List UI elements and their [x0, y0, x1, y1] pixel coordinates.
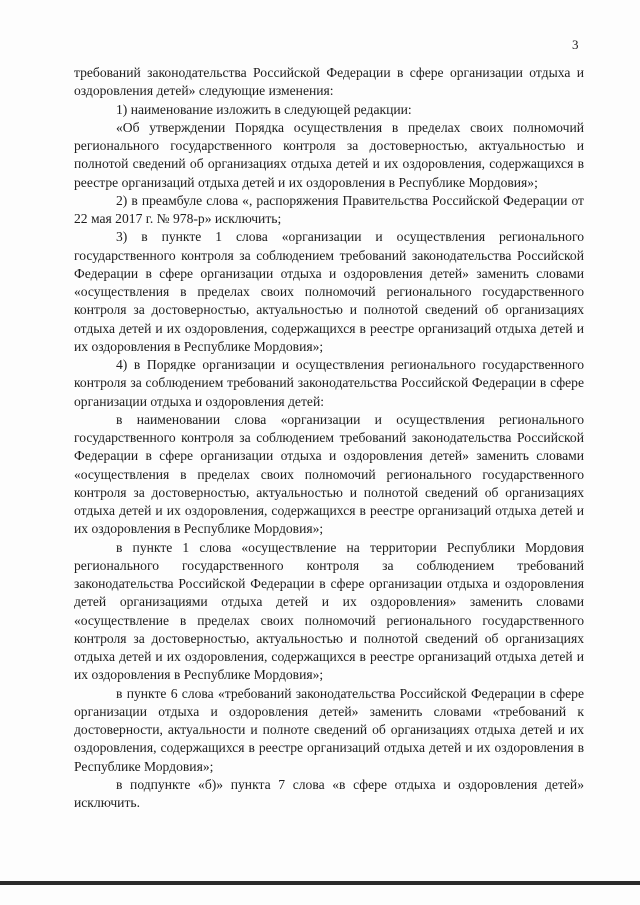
paragraph-point-6-change: в пункте 6 слова «требований законодательства Российской Федерации в сфере организации отдыха и оздоровления детей» заменить словами «требований к достоверности, актуальности и полноте сведений об организациях отдыха детей и их оздоровления, содержащихся в реестре организаций отдыха детей и их оздоровления в Республике Мордовия»; [74, 685, 584, 774]
paragraph-intro-continuation: требований законодательства Российской Федерации в сфере организации отдыха и оздоровления детей» следующие изменения: [74, 65, 584, 99]
paragraph-title-change: в наименовании слова «организации и осуществления регионального государственного контроля за соблюдением требований законодательства Российской Федерации в сфере организации отдыха и оздоровления детей» заменить словами «осуществления в пределах своих полномочий регионального государственного контроля за достоверностью, актуальностью и полнотой сведений об организациях отдыха детей и их оздоровления, содержащихся в реестре организаций отдыха детей и их оздоровления в Республике Мордовия»; [74, 411, 584, 537]
paragraph-item-2: 2) в преамбуле слова «, распоряжения Правительства Российской Федерации от 22 мая 2017 г. № 978-р» исключить; [74, 192, 584, 226]
document-body [74, 64, 584, 812]
paragraph-point-7-change: в подпункте «б)» пункта 7 слова «в сфере отдыха и оздоровления детей» исключить. [74, 776, 584, 810]
paragraph-new-title: «Об утверждении Порядка осуществления в пределах своих полномочий регионального государственного контроля за достоверностью, актуальностью и полнотой сведений об организациях отдыха детей и их оздоровления, содержащихся в реестре организаций отдыха детей и их оздоровления в Республике Мордовия»; [74, 119, 584, 190]
page-number: 3 [572, 37, 579, 52]
paragraph-item-1: 1) наименование изложить в следующей редакции: [116, 101, 412, 117]
paragraph-point-1-change: в пункте 1 слова «осуществление на территории Республики Мордовия регионального государственного контроля за соблюдением требований законодательства Российской Федерации в сфере организации отдыха и оздоровления детей организациями отдыха детей и их оздоровления» заменить словами «осуществление в пределах своих полномочий регионального государственного контроля за достоверностью, актуальностью и полнотой сведений об организациях отдыха детей и их оздоровления, содержащихся в реестре организаций отдыха детей и их оздоровления в Республике Мордовия»; [74, 539, 584, 683]
paragraph-item-4: 4) в Порядке организации и осуществления регионального государственного контроля за соблюдением требований законодательства Российской Федерации в сфере организации отдыха и оздоровления детей: [74, 357, 584, 409]
paragraph-item-3: 3) в пункте 1 слова «организации и осуществления регионального государственного контроля за соблюдением требований законодательства Российской Федерации в сфере организации отдыха и оздоровления детей» заменить словами «осуществления в пределах своих полномочий регионального государственного контроля за достоверностью, актуальностью и полнотой сведений об организациях отдыха детей и их оздоровления, содержащихся в реестре организаций отдыха детей и их оздоровления в Республике Мордовия»; [74, 229, 584, 354]
scan-bottom-edge [0, 881, 640, 885]
